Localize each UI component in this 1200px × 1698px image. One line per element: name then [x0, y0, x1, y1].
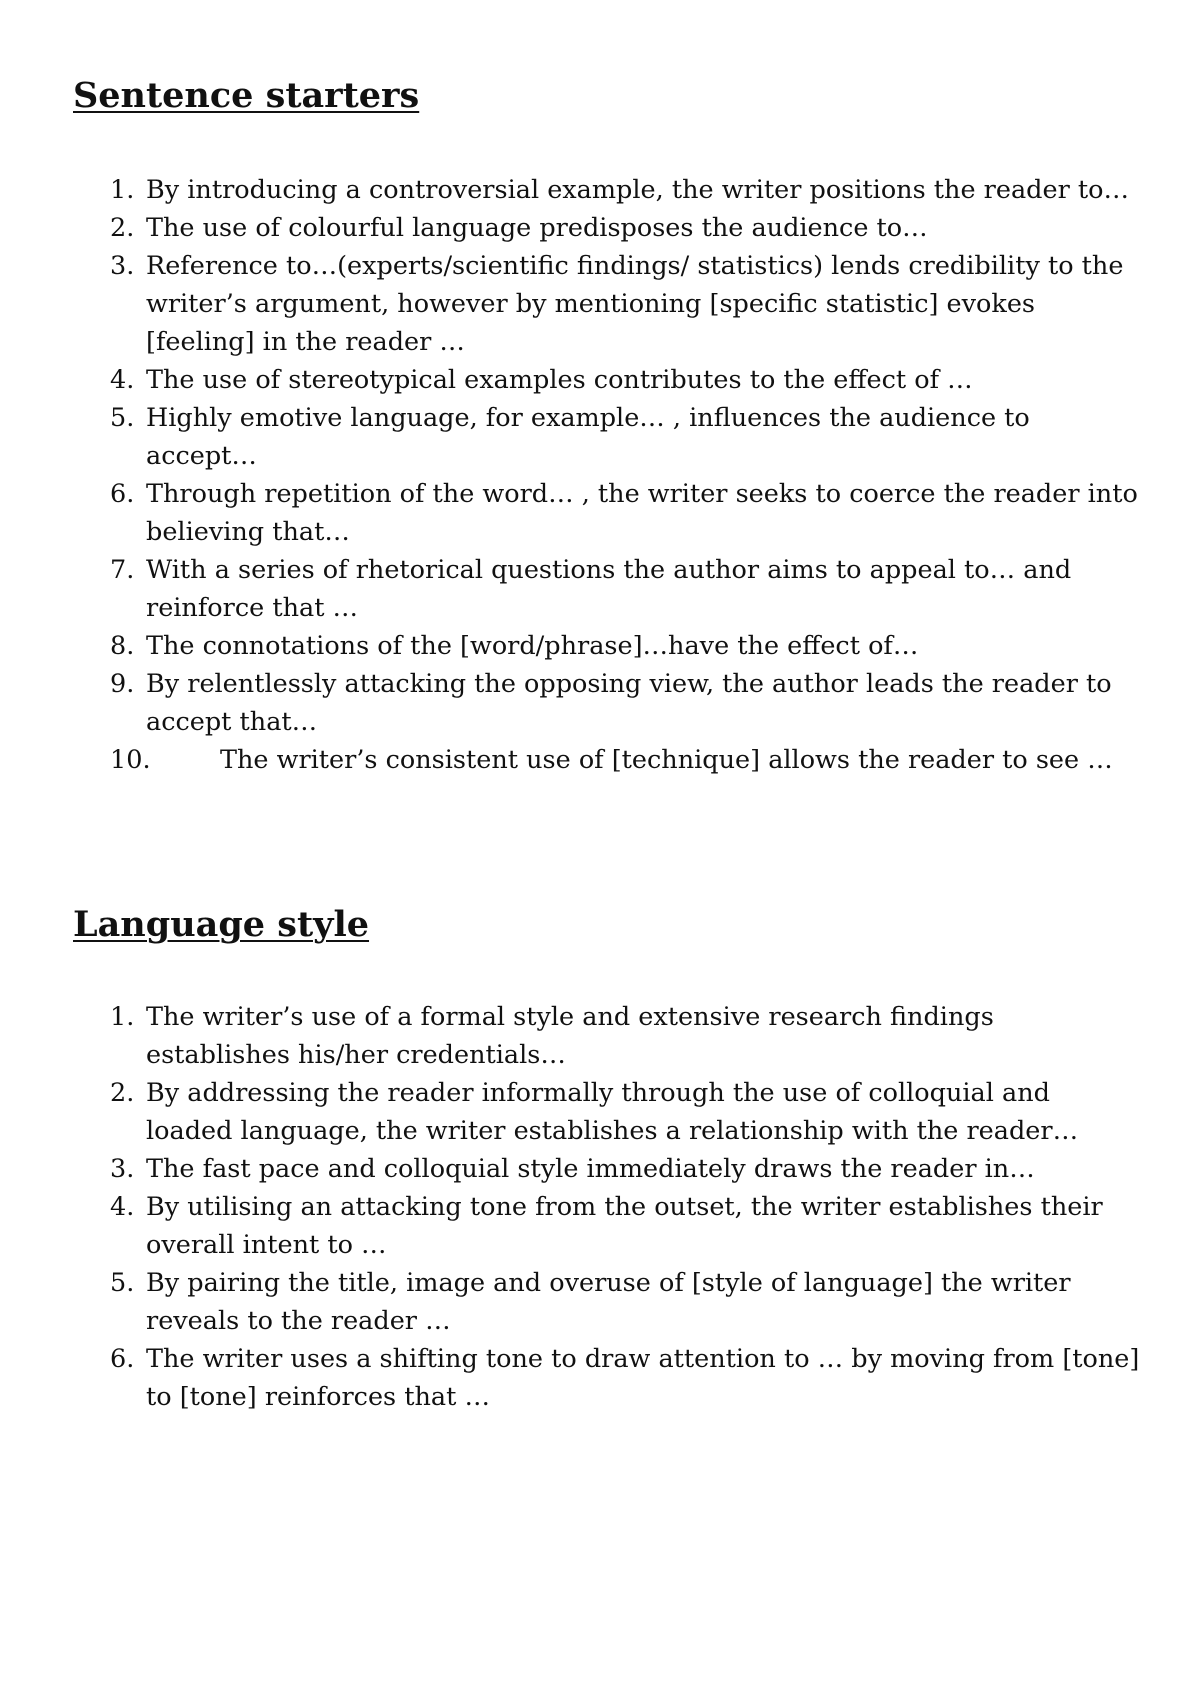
list-item: [0, 1264, 1200, 1340]
list-item-text: The fast pace and colloquial style immediately draws the reader in…: [146, 1154, 1035, 1184]
list-item-number: 4.: [110, 365, 135, 395]
list-item-text: Through repetition of the word… , the writer seeks to coerce the reader into believing that…: [146, 479, 1138, 547]
list-item-text: By addressing the reader informally through the use of colloquial and loaded language, the writer establishes a relationship with the reader…: [146, 1078, 1079, 1146]
list-item-text: With a series of rhetorical questions the author aims to appeal to… and reinforce that …: [146, 555, 1072, 623]
list-item-text: Highly emotive language, for example… , influences the audience to accept…: [146, 403, 1030, 471]
list-item: [0, 1150, 1200, 1188]
list-item: [0, 209, 1200, 247]
list-item-number: 5.: [110, 403, 135, 433]
list-item-number: 3.: [110, 251, 135, 281]
list-item-number: 8.: [110, 631, 135, 661]
list-item: [0, 247, 1200, 361]
list-item: [0, 1188, 1200, 1264]
list-item: [0, 1074, 1200, 1150]
section-heading-language-style: Language style: [73, 904, 370, 945]
list-item: [0, 475, 1200, 551]
list-item-text: By relentlessly attacking the opposing view, the author leads the reader to accept that…: [146, 669, 1112, 737]
list-item-text: The writer’s consistent use of [technique] allows the reader to see …: [220, 745, 1113, 775]
list-item-text: Reference to…(experts/scientific findings/ statistics) lends credibility to the writer’s argument, however by mentioning [specific statistic] evokes [feeling] in the reader …: [146, 251, 1124, 357]
list-item-number: 5.: [110, 1268, 135, 1298]
list-item-text: By introducing a controversial example, the writer positions the reader to…: [146, 175, 1129, 205]
section-heading-sentence-starters: Sentence starters: [73, 75, 420, 116]
list-item: [0, 627, 1200, 665]
list-item-number: 3.: [110, 1154, 135, 1184]
list-item-text: By pairing the title, image and overuse of [style of language] the writer reveals to the reader …: [146, 1268, 1071, 1336]
list-item-text: The writer uses a shifting tone to draw attention to … by moving from [tone] to [tone] reinforces that …: [146, 1344, 1140, 1412]
list-item-number: 6.: [110, 1344, 135, 1374]
list-item-text: The use of stereotypical examples contributes to the effect of …: [146, 365, 973, 395]
list-item-text: The connotations of the [word/phrase]…have the effect of…: [146, 631, 919, 661]
list-item: [0, 551, 1200, 627]
list-item-number: 7.: [110, 555, 135, 585]
list-item: [0, 171, 1200, 209]
list-item: [0, 361, 1200, 399]
list-item-number: 9.: [110, 669, 135, 699]
list-item-number: 4.: [110, 1192, 135, 1222]
list-item: [0, 665, 1200, 741]
list-item-number: 2.: [110, 213, 135, 243]
language-style-list: [0, 998, 1200, 1416]
list-item-number: 2.: [110, 1078, 135, 1108]
list-item-text: The use of colourful language predisposes the audience to…: [146, 213, 928, 243]
list-item-number: 10.: [110, 745, 151, 775]
list-item-text: By utilising an attacking tone from the outset, the writer establishes their overall intent to …: [146, 1192, 1103, 1260]
sentence-starters-list: [0, 171, 1200, 779]
list-item-text: The writer’s use of a formal style and extensive research findings establishes his/her credentials…: [146, 1002, 994, 1070]
list-item-number: 1.: [110, 1002, 135, 1032]
list-item: [0, 998, 1200, 1074]
list-item: [0, 399, 1200, 475]
list-item: [0, 1340, 1200, 1416]
list-item: [0, 741, 1200, 779]
list-item-number: 6.: [110, 479, 135, 509]
list-item-number: 1.: [110, 175, 135, 205]
